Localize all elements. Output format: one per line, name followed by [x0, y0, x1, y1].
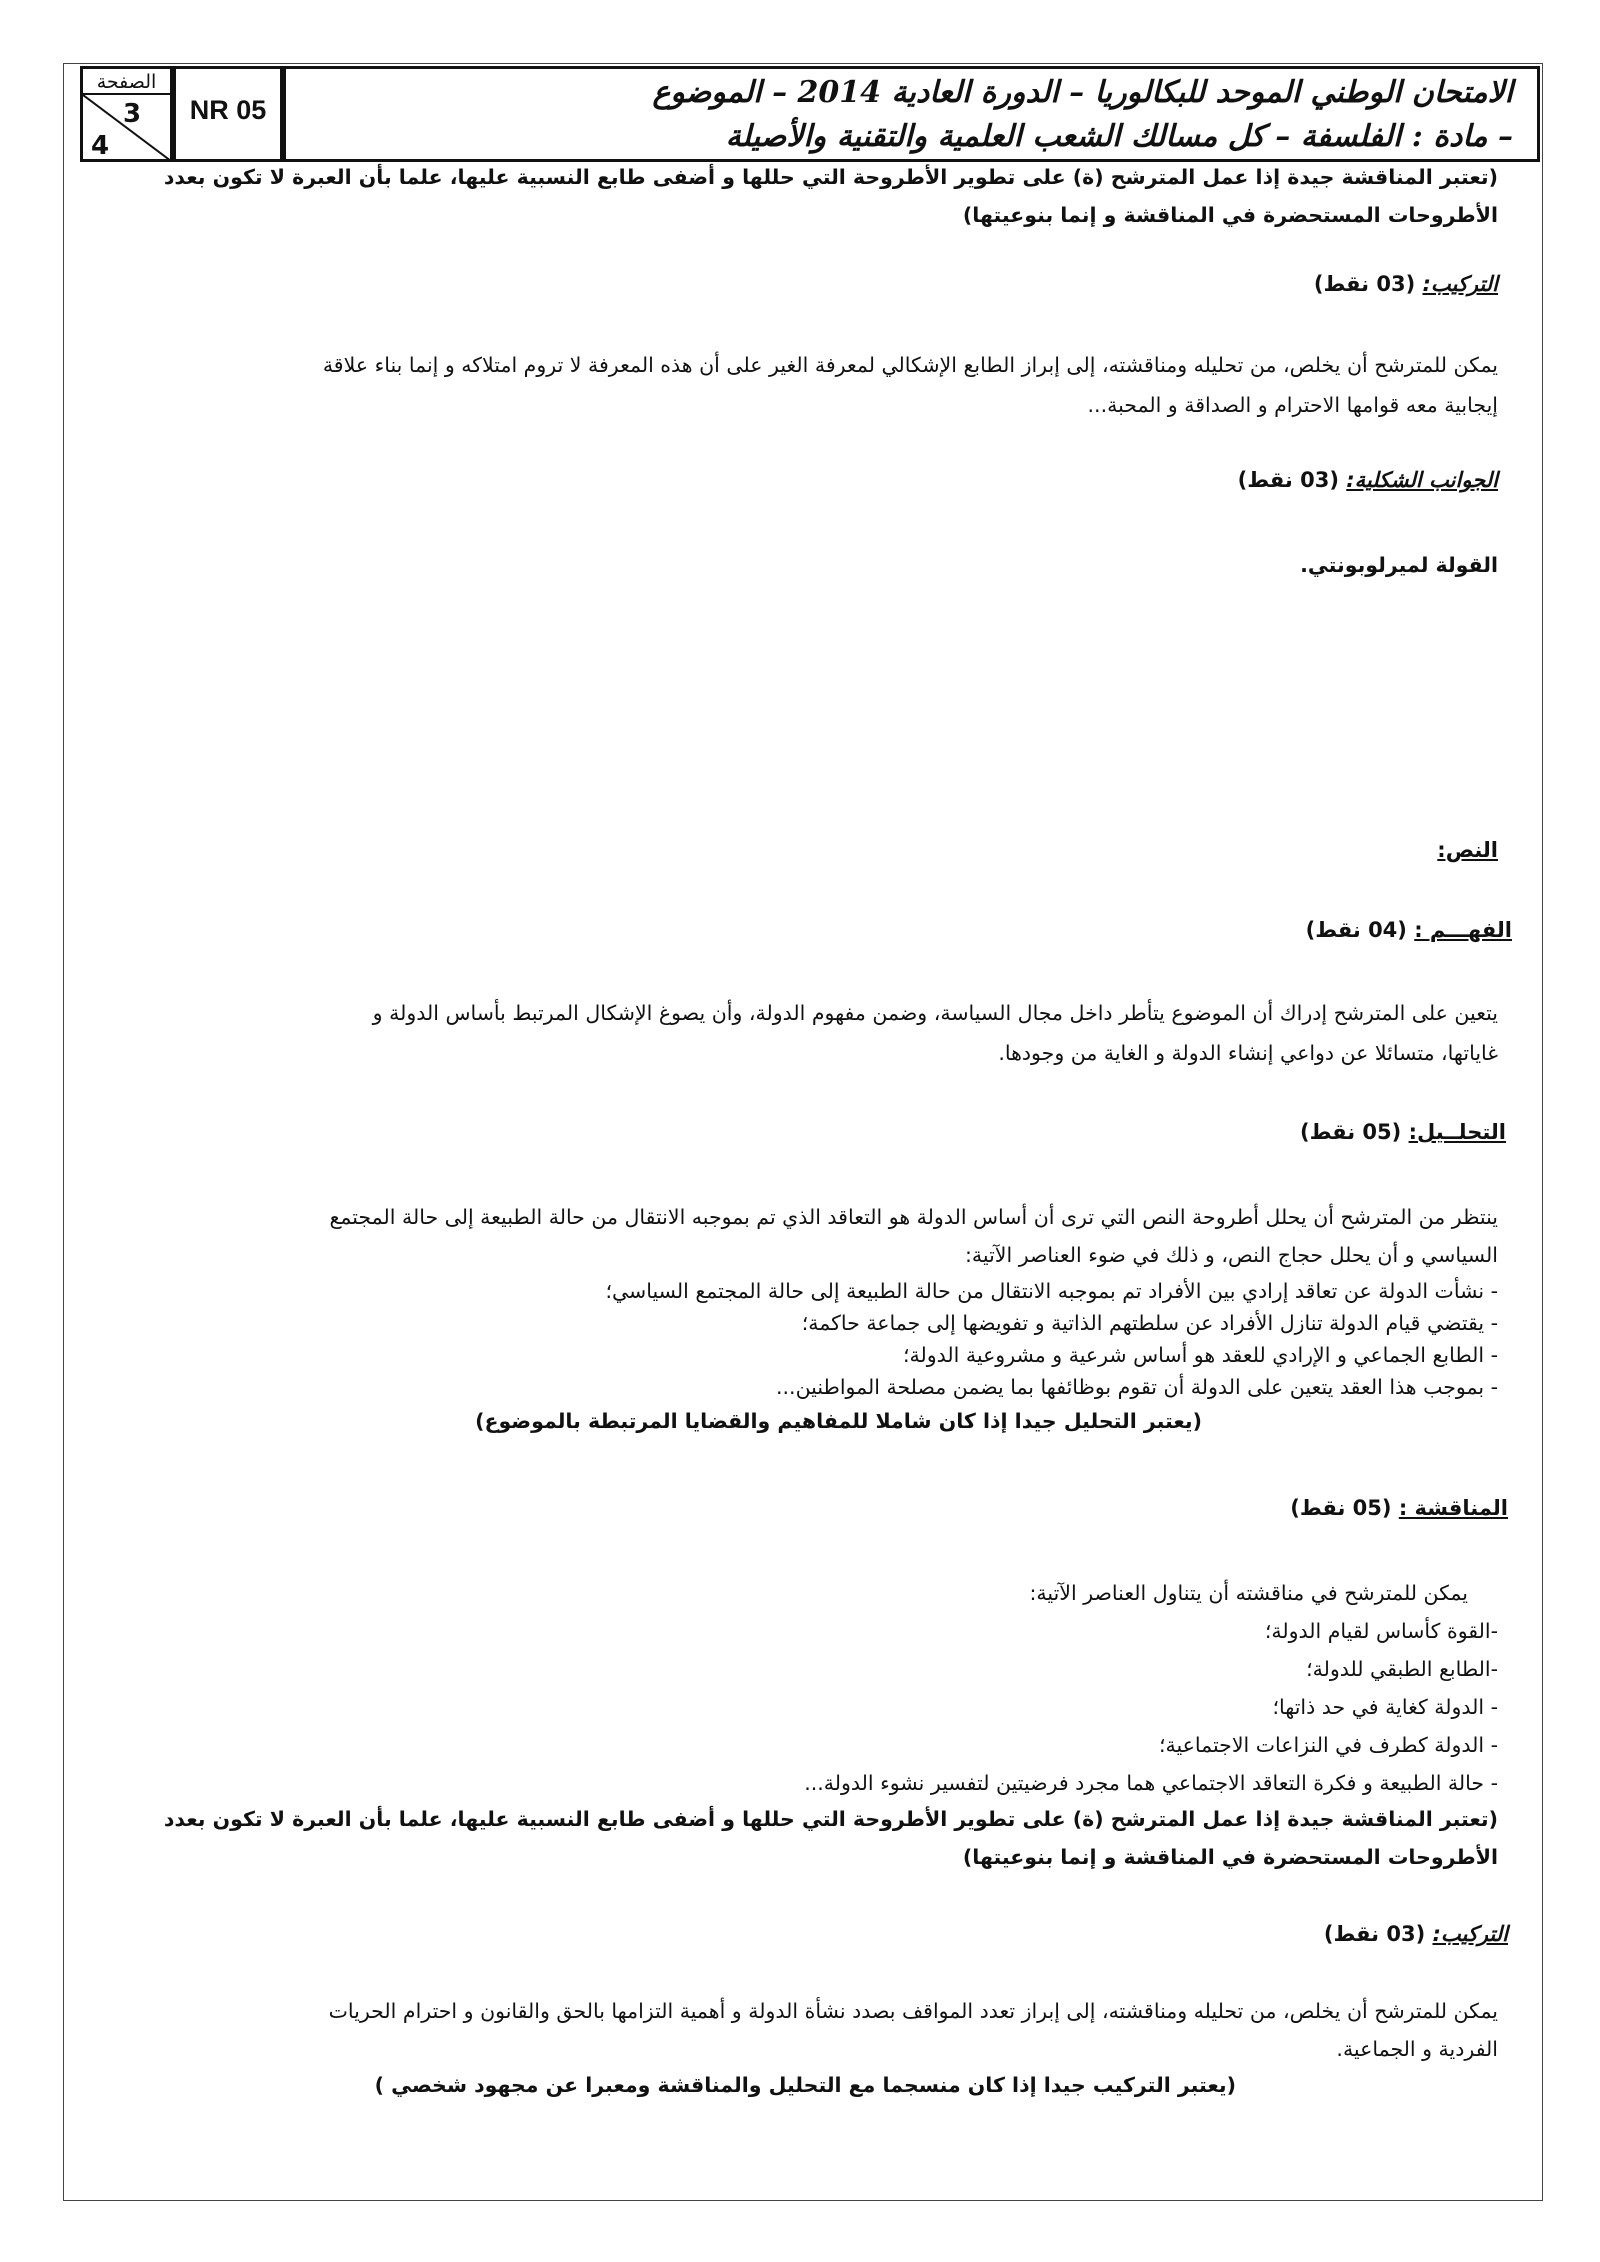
synthesis-heading-top: [1314, 272, 1498, 296]
analysis-line2: السياسي و أن يحلل حجاج النص، و ذلك في ضوء العناصر الآتية:: [965, 1243, 1498, 1267]
page-label: الصفحة: [83, 71, 170, 95]
synthesis-points: (03 نقط): [1323, 1922, 1426, 1946]
synthesis-line2: الفردية و الجماعية.: [1336, 2037, 1498, 2061]
list-item: - الطابع الجماعي و الإرادي للعقد هو أساس شرعية و مشروعية الدولة؛: [903, 1343, 1498, 1367]
discussion-intro: يمكن للمترشح في مناقشته أن يتناول العناصر الآتية:: [1029, 1581, 1468, 1605]
list-item: - يقتضي قيام الدولة تنازل الأفراد عن سلطتهم الذاتية و تفويضها إلى جماعة حاكمة؛: [801, 1311, 1498, 1335]
synthesis-title: التركيب:: [1432, 1922, 1508, 1946]
page-current: 3: [123, 99, 142, 129]
page-content: [98, 0, 1512, 2262]
analysis-line1: ينتظر من المترشح أن يحلل أطروحة النص التي ترى أن أساس الدولة هو التعاقد الذي تم بموجبه الانتقال من حالة الطبيعة إلى حالة المجتمع: [329, 1205, 1498, 1229]
synthesis-line1: يمكن للمترشح أن يخلص، من تحليله ومناقشته، إلى إبراز تعدد المواقف بصدد نشأة الدولة و أهمية التزامها بالحق والقانون و احترام الحريات: [328, 1999, 1498, 2023]
discussion-note-line1: (تعتبر المناقشة جيدة إذا عمل المترشح (ة) على تطوير الأطروحة التي حللها و أضفى طابع النسبية عليها، علما بأن العبرة لا تكون بعدد: [163, 1807, 1498, 1831]
discussion-note-line2: الأطروحات المستحضرة في المناقشة و إنما بنوعيتها): [962, 203, 1498, 227]
exam-code: NR 05: [189, 95, 267, 125]
discussion-points: (05 نقط): [1290, 1496, 1392, 1520]
synthesis-text-line2: إيجابية معه قوامها الاحترام و الصداقة و المحبة...: [1087, 393, 1498, 417]
analysis-points: (05 نقط): [1300, 1120, 1402, 1144]
understanding-line2: غاياتها، متسائلا عن دواعي إنشاء الدولة و الغاية من وجودها.: [998, 1041, 1498, 1065]
synthesis-points: (03 نقط): [1313, 272, 1416, 296]
synthesis-title: التركيب:: [1422, 272, 1498, 296]
discussion-note-line1: (تعتبر المناقشة جيدة إذا عمل المترشح (ة) على تطوير الأطروحة التي حللها و أضفى طابع النسبية عليها، علما بأن العبرة لا تكون بعدد: [163, 165, 1498, 189]
exam-title-line1: الامتحان الوطني الموحد للبكالوريا – الدورة العادية 2014 – الموضوع: [652, 75, 1513, 110]
understanding-line1: يتعين على المترشح إدراك أن الموضوع يتأطر داخل مجال السياسة، وضمن مفهوم الدولة، وأن يصوغ الإشكال المرتبط بأساس الدولة و: [372, 1001, 1498, 1025]
discussion-note-line2: الأطروحات المستحضرة في المناقشة و إنما بنوعيتها): [962, 1845, 1498, 1869]
exam-title-line2: – مادة : الفلسفة – كل مسالك الشعب العلمية والتقنية والأصيلة: [725, 119, 1513, 154]
quote-author: القولة لميرلوبونتي.: [1300, 553, 1498, 577]
page-total: 4: [91, 131, 110, 161]
synthesis-text-line1: يمكن للمترشح أن يخلص، من تحليله ومناقشته، إلى إبراز الطابع الإشكالي لمعرفة الغير على أن هذه المعرفة لا تروم امتلاكه و إنما بناء علاقة: [322, 353, 1498, 377]
synthesis-note: (يعتبر التركيب جيدا إذا كان منسجما مع التحليل والمناقشة ومعبرا عن مجهود شخصي ): [374, 2073, 1236, 2097]
discussion-heading: [1290, 1496, 1508, 1520]
list-item: -الطابع الطبقي للدولة؛: [1306, 1657, 1498, 1681]
list-item: -القوة كأساس لقيام الدولة؛: [1264, 1619, 1498, 1643]
list-item: - حالة الطبيعة و فكرة التعاقد الاجتماعي هما مجرد فرضيتين لتفسير نشوء الدولة...: [804, 1771, 1498, 1795]
analysis-note: (يعتبر التحليل جيدا إذا كان شاملا للمفاهيم والقضايا المرتبطة بالموضوع): [475, 1409, 1202, 1433]
analysis-heading: [1300, 1120, 1506, 1144]
formal-title: الجوانب الشكلية:: [1346, 468, 1498, 492]
list-item: - الدولة كغاية في حد ذاتها؛: [1272, 1695, 1498, 1719]
analysis-title: التحلــيل:: [1408, 1120, 1506, 1144]
understanding-title: الفهـــم :: [1414, 918, 1512, 942]
understanding-heading: [1306, 918, 1512, 942]
text-heading: النص:: [1437, 838, 1498, 862]
list-item: - نشأت الدولة عن تعاقد إرادي بين الأفراد تم بموجبه الانتقال من حالة الطبيعة إلى حالة المجتمع السياسي؛: [605, 1279, 1498, 1303]
understanding-points: (04 نقط): [1305, 918, 1407, 942]
list-item: - بموجب هذا العقد يتعين على الدولة أن تقوم بوظائفها بما يضمن مصلحة المواطنين...: [776, 1375, 1498, 1399]
formal-points: (03 نقط): [1237, 468, 1339, 492]
synthesis-heading: [1324, 1922, 1508, 1946]
list-item: - الدولة كطرف في النزاعات الاجتماعية؛: [1158, 1733, 1498, 1757]
discussion-title: المناقشة :: [1398, 1496, 1508, 1520]
formal-heading: [1238, 468, 1498, 492]
